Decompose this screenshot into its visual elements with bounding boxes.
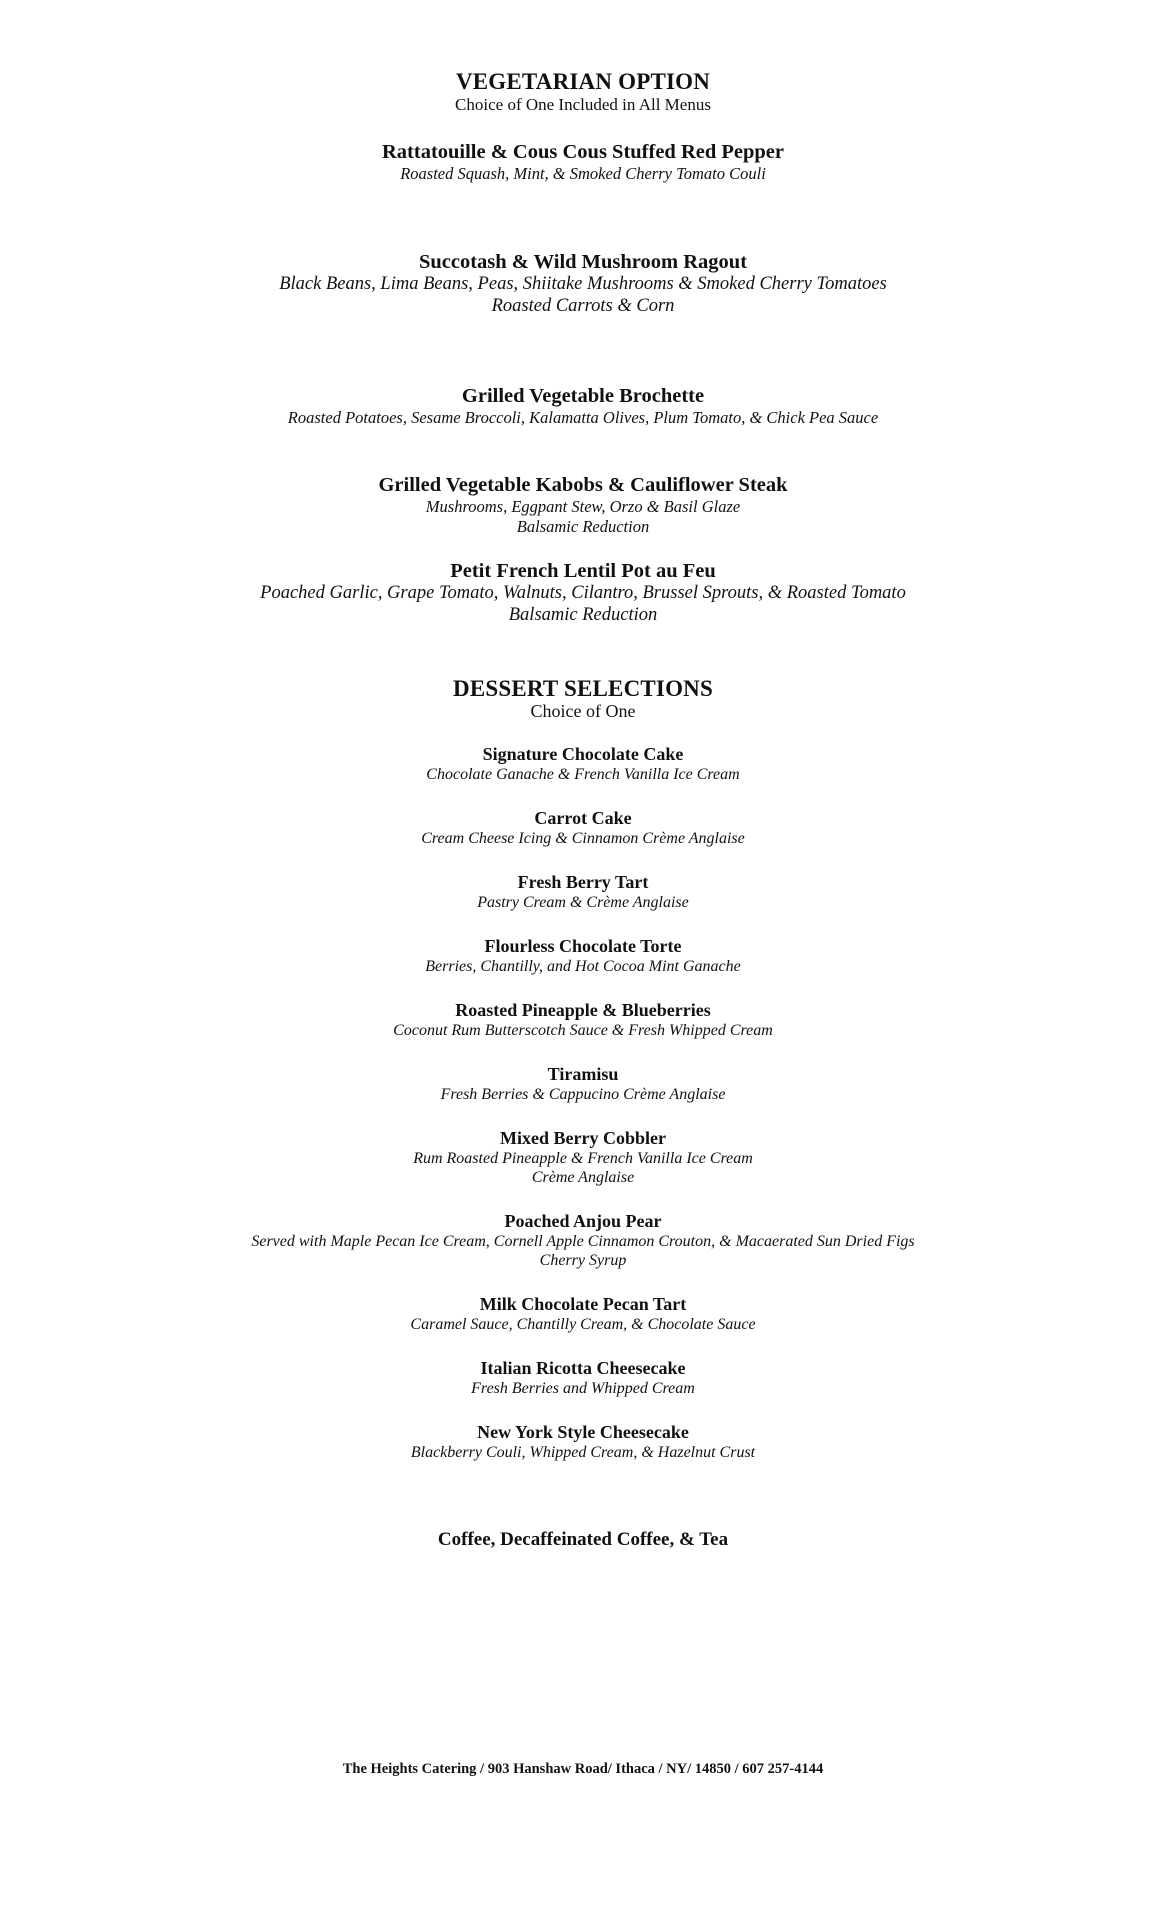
- dessert-item-description: Crème Anglaise: [531, 1169, 635, 1186]
- dessert-item-title: Tiramisu: [547, 1064, 619, 1084]
- dessert-item-description: Cream Cheese Icing & Cinnamon Crème Anglaise: [421, 830, 745, 847]
- dessert-item-title: Carrot Cake: [534, 808, 632, 828]
- dessert-item-description: Berries, Chantilly, and Hot Cocoa Mint Ganache: [425, 958, 741, 975]
- dessert-item-description: Pastry Cream & Crème Anglaise: [477, 894, 689, 911]
- dessert-item-description: Coconut Rum Butterscotch Sauce & Fresh Whipped Cream: [393, 1022, 773, 1039]
- dessert-item-description: Cherry Syrup: [539, 1252, 627, 1269]
- vegetarian-item-description: Roasted Potatoes, Sesame Broccoli, Kalamatta Olives, Plum Tomato, & Chick Pea Sauce: [287, 408, 879, 427]
- dessert-heading: DESSERT SELECTIONS: [453, 676, 713, 701]
- vegetarian-heading: VEGETARIAN OPTION: [455, 69, 711, 94]
- dessert-item-title: Signature Chocolate Cake: [482, 744, 684, 764]
- dessert-item-description: Rum Roasted Pineapple & French Vanilla Ice Cream: [413, 1150, 753, 1167]
- vegetarian-item-title: Grilled Vegetable Kabobs & Cauliflower Steak: [378, 474, 788, 496]
- vegetarian-subheading: Choice of One Included in All Menus: [455, 95, 711, 114]
- dessert-item-title: Milk Chocolate Pecan Tart: [479, 1294, 687, 1314]
- vegetarian-item-description: Roasted Squash, Mint, & Smoked Cherry Tomato Couli: [400, 164, 766, 183]
- vegetarian-item-description: Mushrooms, Eggpant Stew, Orzo & Basil Glaze: [425, 497, 741, 516]
- dessert-item-description: Blackberry Couli, Whipped Cream, & Hazelnut Crust: [410, 1444, 756, 1461]
- dessert-item-title: Fresh Berry Tart: [517, 872, 649, 892]
- dessert-item-description: Caramel Sauce, Chantilly Cream, & Chocolate Sauce: [410, 1316, 756, 1333]
- dessert-item-title: Mixed Berry Cobbler: [500, 1128, 666, 1148]
- vegetarian-item-title: Grilled Vegetable Brochette: [461, 385, 705, 407]
- dessert-item-title: Poached Anjou Pear: [504, 1211, 662, 1231]
- vegetarian-item-title: Petit French Lentil Pot au Feu: [450, 560, 716, 582]
- dessert-item-description: Chocolate Ganache & French Vanilla Ice Cream: [426, 766, 740, 783]
- dessert-item-description: Fresh Berries & Cappucino Crème Anglaise: [440, 1086, 726, 1103]
- vegetarian-item-description: Poached Garlic, Grape Tomato, Walnuts, Cilantro, Brussel Sprouts, & Roasted Tomato: [260, 583, 906, 603]
- footer-contact: The Heights Catering / 903 Hanshaw Road/ Ithaca / NY/ 14850 / 607 257-4144: [342, 1761, 824, 1777]
- dessert-item-title: New York Style Cheesecake: [477, 1422, 689, 1442]
- beverages-line: Coffee, Decaffeinated Coffee, & Tea: [437, 1529, 729, 1550]
- dessert-item-title: Roasted Pineapple & Blueberries: [455, 1000, 711, 1020]
- dessert-item-description: Fresh Berries and Whipped Cream: [471, 1380, 695, 1397]
- vegetarian-item-description: Balsamic Reduction: [516, 517, 650, 536]
- vegetarian-item-title: Rattatouille & Cous Cous Stuffed Red Pepper: [381, 141, 785, 163]
- vegetarian-item-title: Succotash & Wild Mushroom Ragout: [418, 251, 748, 273]
- dessert-item-description: Served with Maple Pecan Ice Cream, Cornell Apple Cinnamon Crouton, & Macaerated Sun Dried Figs: [251, 1233, 915, 1250]
- dessert-item-title: Italian Ricotta Cheesecake: [480, 1358, 686, 1378]
- vegetarian-item-description: Balsamic Reduction: [508, 605, 658, 625]
- vegetarian-item-description: Black Beans, Lima Beans, Peas, Shiitake Mushrooms & Smoked Cherry Tomatoes: [279, 274, 887, 294]
- vegetarian-item-description: Roasted Carrots & Corn: [491, 296, 675, 316]
- dessert-subheading: Choice of One: [530, 701, 636, 721]
- dessert-item-title: Flourless Chocolate Torte: [484, 936, 682, 956]
